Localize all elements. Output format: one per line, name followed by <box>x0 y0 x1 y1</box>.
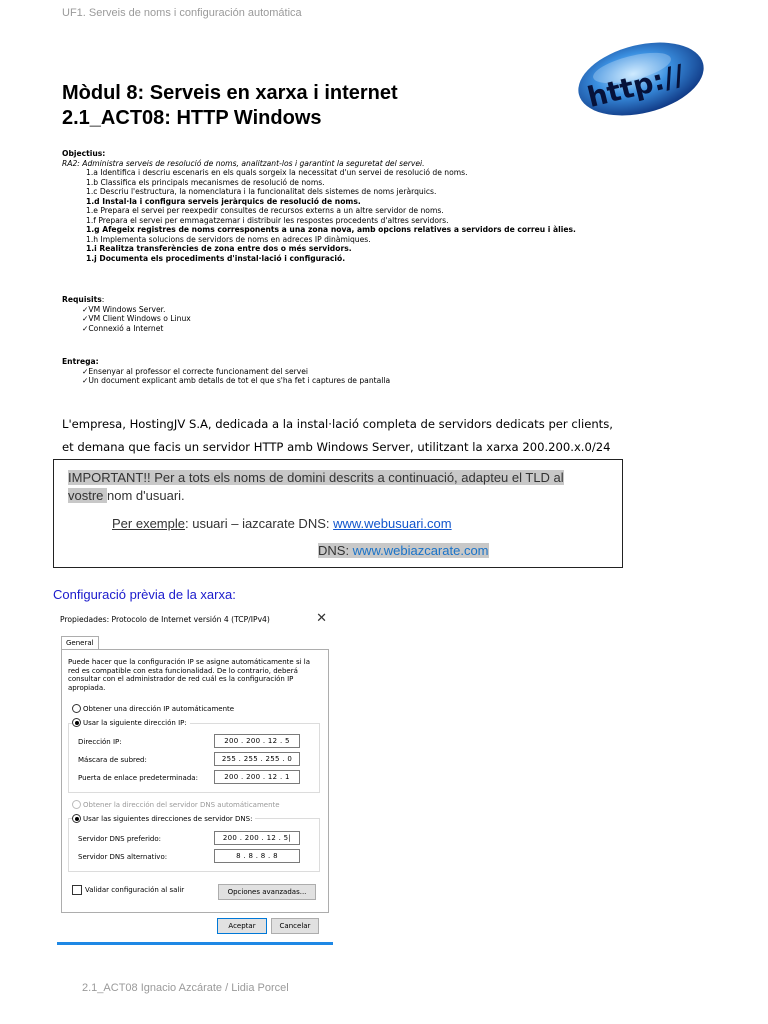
section-heading: Configuració prèvia de la xarxa: <box>53 587 236 602</box>
requisits-section: Requisits: ✓ VM Windows Server. ✓ VM Client Windows o Linux ✓ Connexió a Internet <box>62 295 191 333</box>
objective-item: 1.a Identifica i descriu escenaris en els quals sorgeix la necessitat d'un servei de resolució de noms. <box>86 168 468 177</box>
radio-manual-ip[interactable] <box>72 718 190 727</box>
dns-label: DNS: <box>318 543 353 558</box>
activity-title: 2.1_ACT08: HTTP Windows <box>62 107 322 129</box>
requisits-label: Requisits <box>62 295 102 304</box>
close-icon[interactable]: ✕ <box>316 611 327 626</box>
radio-auto-ip[interactable] <box>72 704 234 713</box>
example-link[interactable]: www.webusuari.com <box>333 516 452 531</box>
requisit-item: ✓ VM Windows Server. <box>62 305 191 315</box>
radio-auto-dns-icon <box>72 800 81 809</box>
subnet-mask-input[interactable]: 255 . 255 . 255 . 0 <box>214 752 300 766</box>
gateway-label: Puerta de enlace predeterminada: <box>78 774 198 782</box>
important-line1 <box>68 470 564 485</box>
page-footer: 2.1_ACT08 Ignacio Azcárate / Lidia Porcel <box>82 982 289 994</box>
radio-manual-ip-icon <box>72 718 81 727</box>
running-header: UF1. Serveis de noms i configuración automática <box>62 7 302 19</box>
objectives-section <box>62 149 742 263</box>
http-logo-image <box>574 34 708 120</box>
entrega-list <box>62 367 390 386</box>
entrega-item: ✓ Un document explicant amb detalls de tot el que s'ha fet i captures de pantalla <box>62 376 390 386</box>
important-line2-rest: nom d'usuari. <box>107 488 185 503</box>
radio-auto-dns[interactable] <box>72 800 280 809</box>
dns-link[interactable]: www.webiazcarate.com <box>352 543 489 558</box>
objective-item: 1.h Implementa solucions de servidors de noms en adreces IP dinàmiques. <box>86 234 371 244</box>
example-text: : usuari – iazcarate DNS: <box>184 516 334 531</box>
entrega-label: Entrega: <box>62 357 99 366</box>
accept-button[interactable]: Aceptar <box>217 918 267 934</box>
dialog-description: Puede hacer que la configuración IP se asigne automáticamente si la red es compatible con esta funcionalidad. De lo contrario, deberá consultar con el administrador de red cuál es la configuración IP apropiada. <box>68 658 310 692</box>
validate-label: Validar configuración al salir <box>85 886 185 894</box>
cancel-button[interactable]: Cancelar <box>271 918 319 934</box>
radio-manual-dns-icon <box>72 814 81 823</box>
dialog-title: Propiedades: Protocolo de Internet versión 4 (TCP/IPv4) <box>60 615 270 624</box>
intro-paragraph-line2: et demana que facis un servidor HTTP amb Windows Server, utilitzant la xarxa 200.200.x.0/24 <box>62 440 611 454</box>
radio-auto-dns-label: Obtener la dirección del servidor DNS automáticamente <box>83 800 280 809</box>
advanced-options-button[interactable]: Opciones avanzadas... <box>218 884 316 900</box>
entrega-item: ✓ Ensenyar al professor el correcte funcionament del servei <box>62 367 390 377</box>
objective-item: 1.f Prepara el servei per emmagatzemar i distribuir les respostes procedents d'altres servidors. <box>86 215 449 225</box>
subnet-mask-label: Máscara de subred: <box>78 756 147 764</box>
example-line <box>112 516 452 531</box>
important-notice-box <box>53 459 623 568</box>
ip-address-label: Dirección IP: <box>78 738 122 746</box>
objective-item: 1.g Afegeix registres de noms corresponents a una zona nova, amb opcions relatives a servidors de correu i àlies. <box>86 225 576 234</box>
alternate-dns-label: Servidor DNS alternativo: <box>78 853 168 861</box>
preferred-dns-input[interactable]: 200 . 200 . 12 . 5| <box>214 831 300 845</box>
radio-auto-ip-label: Obtener una dirección IP automáticamente <box>83 704 235 713</box>
objectives-list <box>62 168 742 263</box>
ip-address-input[interactable]: 200 . 200 . 12 . 5 <box>214 734 300 748</box>
radio-manual-dns[interactable] <box>72 814 255 823</box>
requisit-item: ✓ VM Client Windows o Linux <box>62 314 191 324</box>
dns-example-line <box>318 543 489 558</box>
checkbox-icon <box>72 885 82 895</box>
validate-checkbox[interactable] <box>72 885 184 895</box>
important-line1-text: IMPORTANT!! Per a tots els noms de domini descrits a continuació, adapteu el TLD al <box>68 470 564 485</box>
objective-item: 1.d Instal·la i configura serveis jeràrquics de resolució de noms. <box>86 196 361 206</box>
requisit-item: ✓ Connexió a Internet <box>62 324 191 334</box>
entrega-section <box>62 357 390 386</box>
example-label: Per exemple <box>112 516 185 531</box>
alternate-dns-input[interactable]: 8 . 8 . 8 . 8 <box>214 849 300 863</box>
important-highlight: vostre <box>68 488 108 503</box>
objectives-label: Objectius: <box>62 149 106 158</box>
document-title: Mòdul 8: Serveis en xarxa i internet <box>62 82 398 104</box>
gateway-input[interactable]: 200 . 200 . 12 . 1 <box>214 770 300 784</box>
general-tab-panel <box>61 649 329 913</box>
intro-paragraph-line1: L'empresa, HostingJV S.A, dedicada a la instal·lació completa de servidors dedicats per clients, <box>62 417 613 431</box>
requisits-list <box>62 305 191 334</box>
radio-auto-ip-icon <box>72 704 81 713</box>
radio-manual-dns-label: Usar las siguientes direcciones de servidor DNS: <box>83 814 253 823</box>
preferred-dns-label: Servidor DNS preferido: <box>78 835 161 843</box>
logo-text: http:// <box>584 58 688 115</box>
important-line2 <box>68 488 185 503</box>
objective-item: 1.e Prepara el servei per reexpedir consultes de recursos externs a un altre servidor de noms. <box>86 206 444 215</box>
objective-item: 1.c Descriu l'estructura, la nomenclatura i la funcionalitat dels sistemes de noms jeràrquics. <box>86 187 437 196</box>
tab-general[interactable]: General <box>61 636 99 649</box>
ra-statement: RA2: Administra serveis de resolució de noms, analitzant-los i garantint la seguretat del servei. <box>62 158 425 168</box>
radio-manual-ip-label: Usar la siguiente dirección IP: <box>83 718 187 727</box>
dns-group <box>68 818 320 872</box>
objective-item: 1.i Realitza transferències de zona entre dos o més servidors. <box>86 244 352 253</box>
objective-item: 1.b Classifica els principals mecanismes de resolució de noms. <box>86 177 325 187</box>
tcpip-properties-dialog <box>57 609 333 945</box>
objective-item: 1.j Documenta els procediments d'instal·lació i configuració. <box>86 253 346 263</box>
